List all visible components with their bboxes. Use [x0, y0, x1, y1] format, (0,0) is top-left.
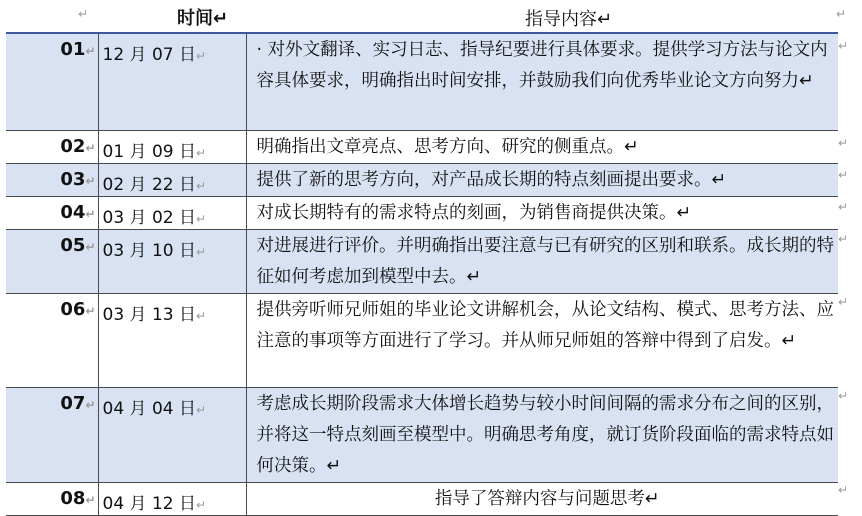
- row-number-text: 07: [60, 392, 86, 414]
- row-number: [6, 387, 98, 482]
- table-body: [6, 33, 838, 515]
- table-row: [6, 130, 838, 163]
- paragraph-mark: ↵: [85, 303, 96, 318]
- row-date: [98, 387, 246, 482]
- header-paragraph-mark: ↵: [78, 7, 89, 21]
- row-number-text: 06: [60, 298, 86, 320]
- row-number-text: 03: [60, 168, 86, 190]
- paragraph-mark: ↵: [195, 244, 207, 259]
- paragraph-mark: ↵: [195, 49, 207, 63]
- guidance-log-table: [6, 32, 838, 516]
- row-date: [98, 130, 246, 163]
- row-date: [98, 163, 246, 196]
- row-content: 指导了答辩内容与问题思考↵: [434, 488, 660, 509]
- row-content: 考虑成长期阶段需求大体增长趋势与较小时间间隔的需求分布之间的区别，并将这一特点刻画至模型中。明确思考角度，就订货阶段面临的需求特点如何决策。↵: [246, 387, 838, 482]
- row-date-text: 03 月 02 日: [102, 207, 196, 228]
- row-end-mark: ↵: [838, 232, 849, 246]
- row-end-mark: ↵: [838, 389, 849, 403]
- paragraph-mark: ↵: [195, 497, 207, 512]
- row-end-mark: ↵: [838, 200, 849, 214]
- row-date: [98, 33, 246, 130]
- row-number-text: 02: [60, 135, 86, 157]
- row-content: 对成长期特有的需求特点的刻画，为销售商提供决策。↵: [256, 202, 692, 223]
- row-number: [6, 293, 98, 387]
- paragraph-mark: ↵: [85, 239, 96, 254]
- row-number: [6, 130, 98, 163]
- row-number: [6, 33, 98, 130]
- row-number: [6, 196, 98, 229]
- paragraph-mark: ↵: [195, 145, 207, 160]
- row-number-text: 08: [60, 487, 86, 509]
- table-row: [6, 387, 838, 482]
- row-date-text: 01 月 09 日: [102, 141, 196, 162]
- table-row: [6, 163, 838, 196]
- row-content: 明确指出文章亮点、思考方向、研究的侧重点。↵: [256, 136, 639, 157]
- header-end-mark: ↵: [836, 7, 847, 21]
- row-number-text: 05: [60, 234, 86, 256]
- header-content: 指导内容↵: [525, 9, 613, 30]
- paragraph-mark: ↵: [85, 173, 96, 188]
- paragraph-mark: ↵: [195, 178, 207, 193]
- row-date-text: 12 月 07 日: [102, 45, 196, 65]
- row-number-text: 04: [60, 201, 86, 223]
- row-content: 对进展进行评价。并明确指出要注意与已有研究的区别和联系。成长期的特征如何考虑加到模型中去。↵: [246, 229, 838, 293]
- row-date-text: 03 月 10 日: [102, 240, 196, 261]
- row-end-mark: ↵: [838, 39, 849, 53]
- table-row: [6, 196, 838, 229]
- table-row: [6, 33, 838, 130]
- row-date: [98, 293, 246, 387]
- row-content: 提供旁听师兄师姐的毕业论文讲解机会，从论文结构、模式、思考方法、应注意的事项等方面进行了学习。并从师兄师姐的答辩中得到了启发。↵: [256, 299, 834, 351]
- table-row: [6, 482, 838, 515]
- row-content: · 对外文翻译、实习日志、指导纪要进行具体要求。提供学习方法与论文内容具体要求，明确指出时间安排，并鼓励我们向优秀毕业论文方向努力↵: [246, 33, 838, 130]
- paragraph-mark: ↵: [85, 140, 96, 155]
- row-number: [6, 482, 98, 515]
- row-content: 提供了新的思考方向，对产品成长期的特点刻画提出要求。↵: [246, 163, 838, 196]
- row-date-text: 03 月 13 日: [102, 304, 196, 325]
- row-date: [98, 196, 246, 229]
- paragraph-mark: ↵: [85, 492, 96, 507]
- row-number: [6, 163, 98, 196]
- table-row: [6, 229, 838, 293]
- row-end-mark: ↵: [838, 168, 849, 182]
- paragraph-mark: ↵: [195, 308, 207, 323]
- paragraph-mark: ↵: [85, 397, 96, 412]
- table-header-row: [0, 0, 862, 32]
- row-date-text: 04 月 04 日: [102, 398, 196, 419]
- row-end-mark: ↵: [838, 295, 849, 309]
- paragraph-mark: ↵: [85, 44, 96, 58]
- paragraph-mark: ↵: [85, 206, 96, 221]
- row-date-text: 04 月 12 日: [102, 493, 196, 514]
- row-date-text: 02 月 22 日: [102, 174, 196, 195]
- row-number-text: 01: [60, 39, 86, 60]
- paragraph-mark: ↵: [195, 211, 207, 226]
- paragraph-mark: ↵: [195, 402, 207, 417]
- row-number: [6, 229, 98, 293]
- row-end-mark: ↵: [838, 483, 849, 497]
- header-time: 时间↵: [177, 8, 229, 29]
- row-date: [98, 482, 246, 515]
- row-end-mark: ↵: [838, 136, 849, 150]
- table-row: [6, 293, 838, 387]
- row-date: [98, 229, 246, 293]
